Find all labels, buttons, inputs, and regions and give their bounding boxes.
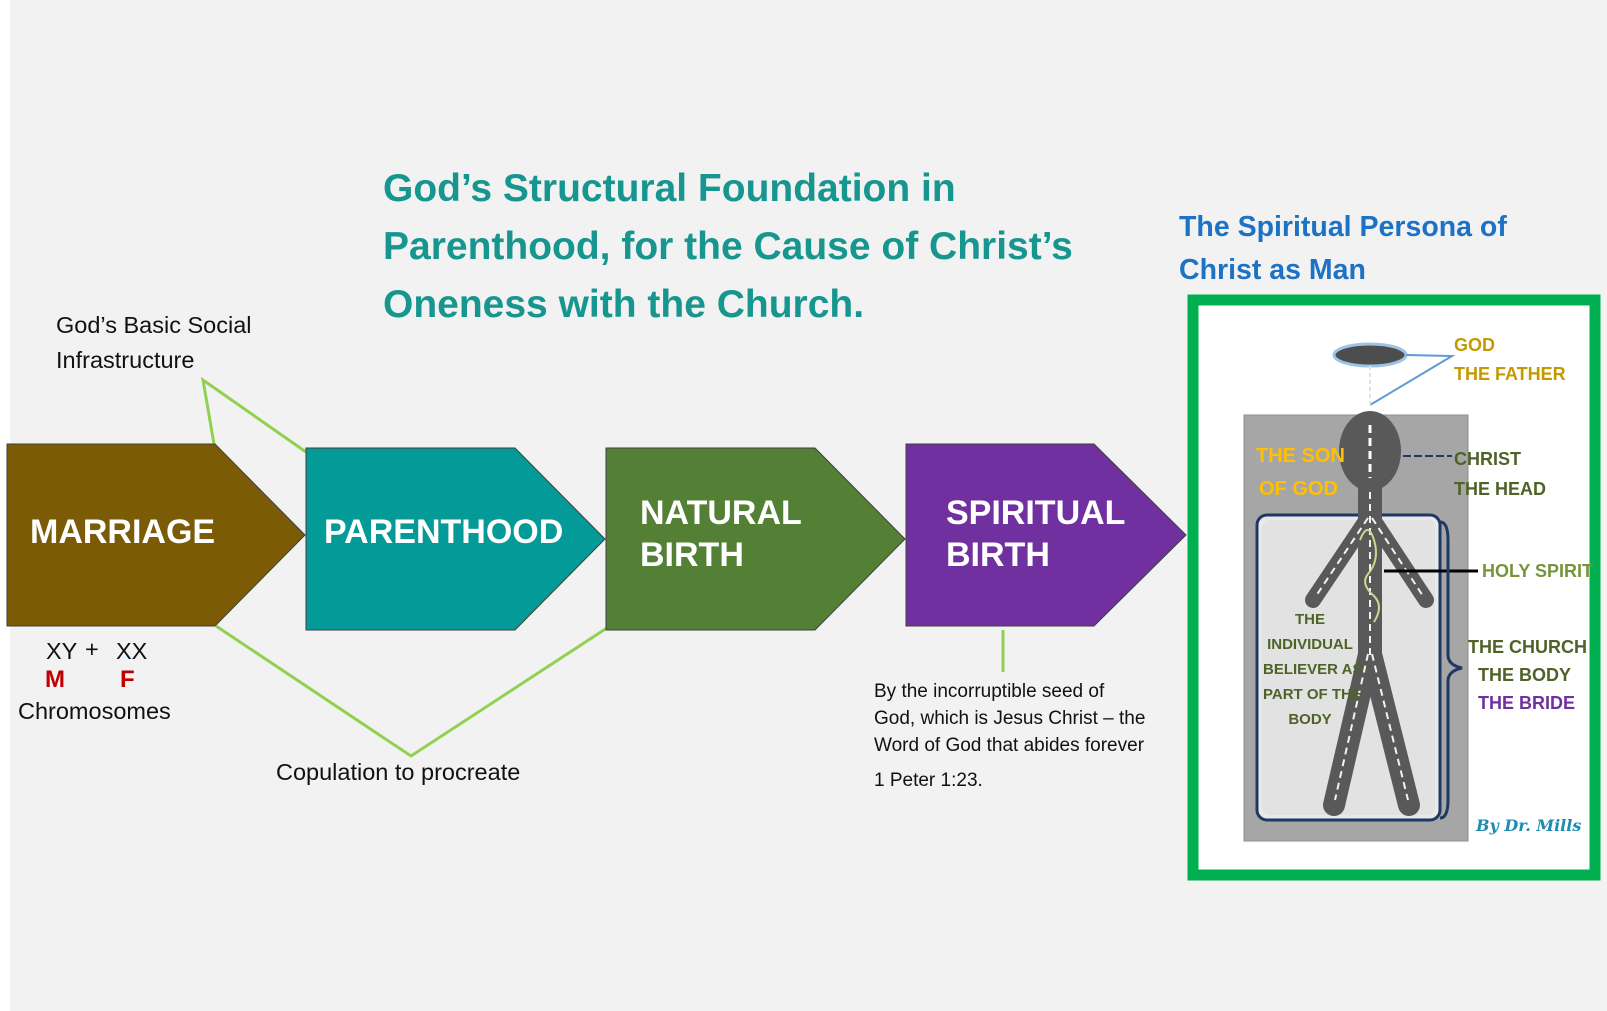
chromosomes-label: Chromosomes (18, 698, 171, 724)
panel-title-line-1: The Spiritual Persona of (1179, 211, 1507, 243)
infrastructure-note (56, 308, 252, 378)
spiritual-birth-label: SPIRITUAL BIRTH (946, 494, 1126, 574)
male-marker: M (45, 666, 65, 693)
holy-spirit-label: HOLY SPIRIT (1482, 561, 1594, 581)
believer-label: THE INDIVIDUAL BELIEVER AS PART OF THE BODY (1263, 611, 1363, 728)
church-label: THE CHURCH THE BODY THE BRIDE (1468, 637, 1587, 713)
chromosome-xx: XX (116, 638, 148, 664)
son-of-god-label: THE SON OF GOD (1256, 445, 1345, 500)
title-line-3: Oneness with the Church. (383, 283, 865, 326)
title-line-1: God’s Structural Foundation in (383, 167, 956, 210)
title-line-2: Parenthood, for the Cause of Christ’s (383, 225, 1073, 268)
seed-note: By the incorruptible seed of God, which is Jesus Christ – the Word of God that abides forever 1 Peter 1:23. (874, 681, 1146, 791)
signature: By Dr. Mills (1476, 816, 1582, 835)
parenthood-label: PARENTHOOD (324, 513, 564, 551)
panel-title-line-2: Christ as Man (1179, 254, 1366, 286)
female-marker: F (120, 666, 135, 693)
chromosome-xy: XY (46, 638, 78, 664)
natural-birth-label: NATURAL BIRTH (640, 494, 802, 574)
chromosome-plus: + (85, 636, 99, 662)
copulation-label: Copulation to procreate (276, 759, 521, 785)
panel-title (1179, 206, 1507, 292)
page-title (383, 160, 1073, 334)
infrastructure-line-1: God’s Basic Social (56, 312, 252, 338)
infrastructure-line-2: Infrastructure (56, 347, 195, 373)
god-father-label: GOD THE FATHER (1454, 335, 1566, 384)
christ-head-label: CHRIST THE HEAD (1454, 449, 1547, 499)
copulation-connector (216, 626, 610, 756)
halo-shape (1334, 344, 1406, 366)
marriage-label: MARRIAGE (30, 513, 216, 551)
infrastructure-connector (203, 380, 306, 452)
